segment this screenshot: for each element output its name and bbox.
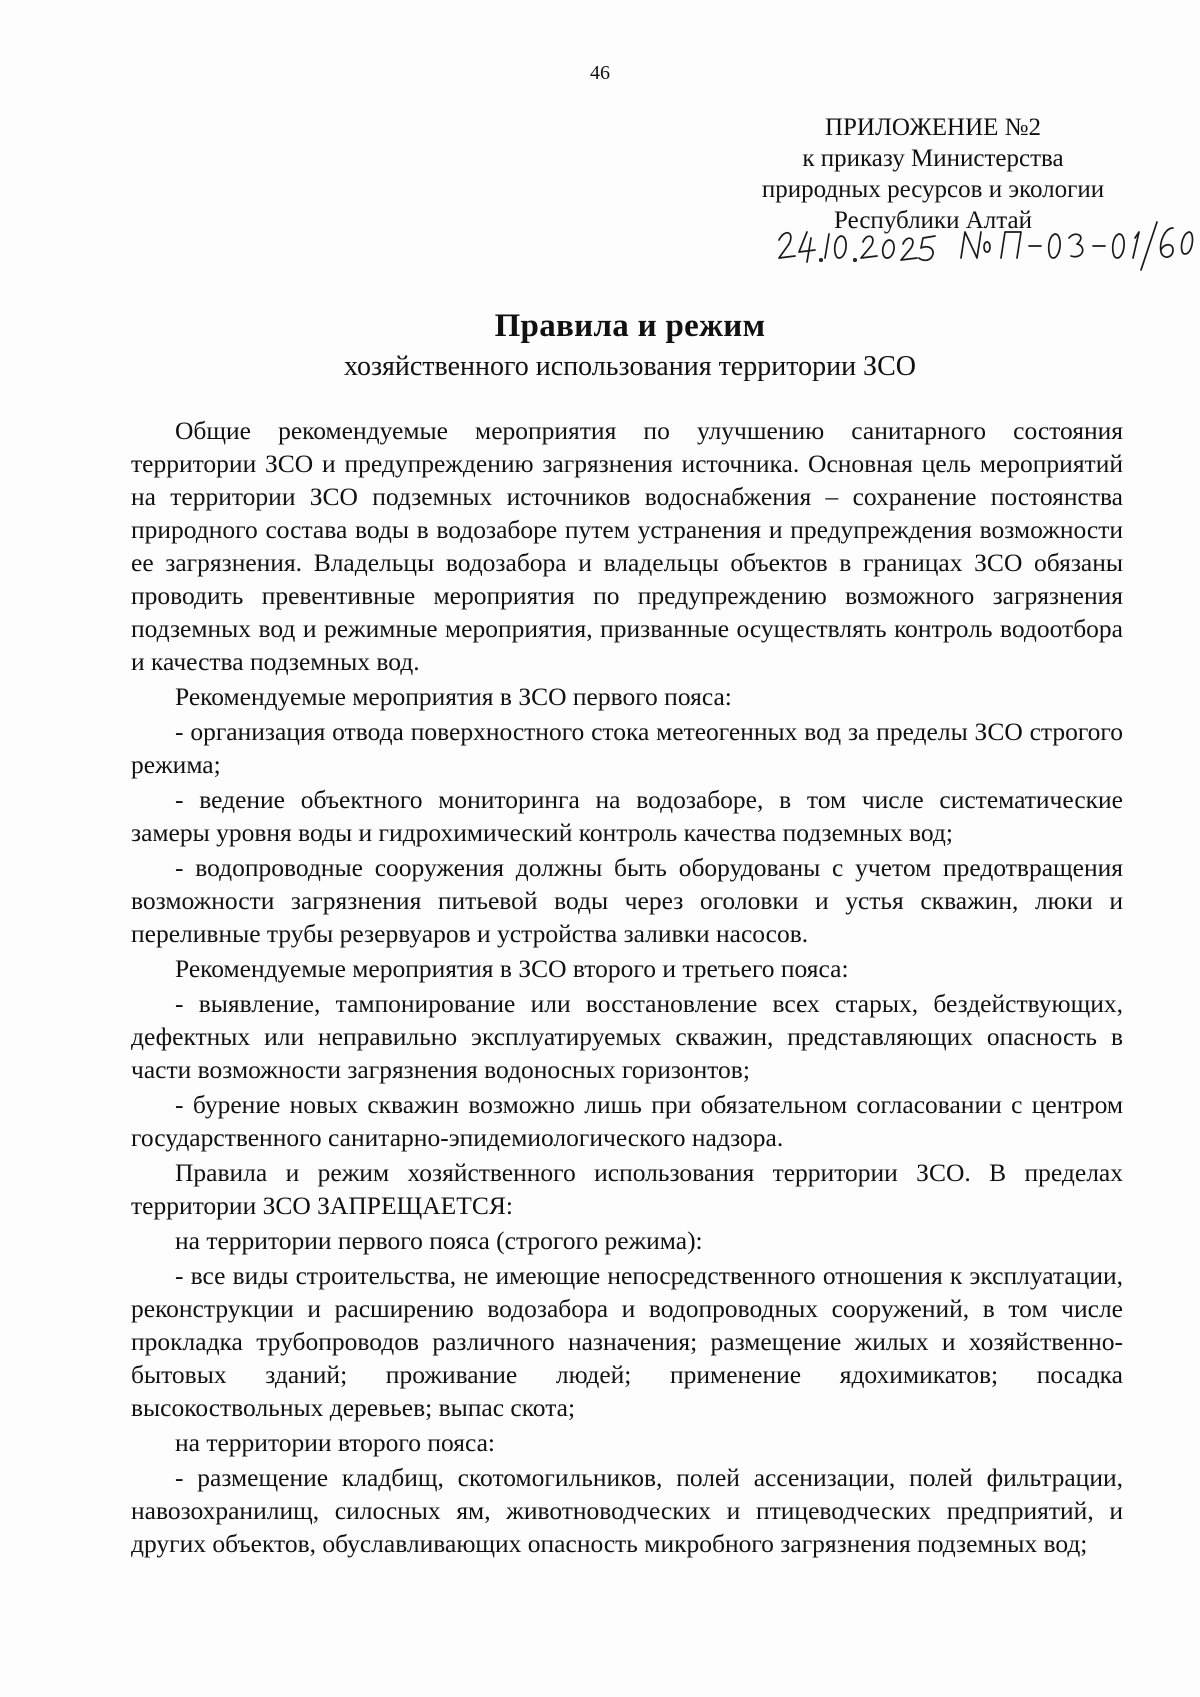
paragraph: Рекомендуемые мероприятия в ЗСО второго и третьего пояса: xyxy=(175,954,849,983)
list-item: - водопроводные сооружения должны быть оборудованы с учетом предотвращения возможности загрязнения питьевой воды через оголовки и устья скважин, люки и переливные трубы резервуаров и устройства заливки насосов. xyxy=(131,853,1123,948)
paragraph: на территории второго пояса: xyxy=(175,1428,496,1457)
title-block xyxy=(130,306,1130,386)
appendix-line-order: к приказу Министерства xyxy=(802,145,1064,172)
paragraph: Правила и режим хозяйственного использования территории ЗСО. В пределах территории ЗСО ЗАПРЕЩАЕТСЯ: xyxy=(131,1158,1123,1220)
list-item: - выявление, тампонирование или восстановление всех старых, бездействующих, дефектных или неправильно эксплуатируемых скважин, представляющих опасность в части возможности загрязнения водоносных горизонтов; xyxy=(131,989,1123,1084)
appendix-line-ministry: природных ресурсов и экологии xyxy=(761,176,1105,203)
list-item: - бурение новых скважин возможно лишь при обязательном согласовании с центром государственного санитарно-эпидемиологического надзора. xyxy=(131,1090,1123,1152)
list-item: - все виды строительства, не имеющие непосредственного отношения к эксплуатации, реконструкции и расширению водозабора и водопроводных сооружений, в том числе прокладка трубопроводов различного назначения; размещение жилых и хозяйственно-бытовых зданий; проживание людей; применение ядохимикатов; посадка высокоствольных деревьев; выпас скота; xyxy=(131,1261,1123,1422)
appendix-line-republic: Республики Алтай xyxy=(834,207,1032,234)
paragraph: на территории первого пояса (строгого режима): xyxy=(175,1226,703,1255)
document-subtitle: хозяйственного использования территории ЗСО xyxy=(344,351,916,382)
page-number: 46 xyxy=(590,62,610,84)
handwritten-date-number xyxy=(775,218,1195,288)
list-item: - организация отвода поверхностного стока метеогенных вод за пределы ЗСО строгого режима; xyxy=(131,717,1123,779)
document-title: Правила и режим xyxy=(494,308,766,344)
list-item: - ведение объектного мониторинга на водозаборе, в том числе систематические замеры уровня воды и гидрохимический контроль качества подземных вод; xyxy=(131,785,1123,847)
list-item: - размещение кладбищ, скотомогильников, полей ассенизации, полей фильтрации, навозохранилищ, силосных ям, животноводческих и птицеводческих предприятий, и других объектов, обуславливающих опасность микробного загрязнения подземных вод; xyxy=(131,1463,1123,1558)
appendix-title: ПРИЛОЖЕНИЕ №2 xyxy=(824,114,1042,141)
paragraph: Общие рекомендуемые мероприятия по улучшению санитарного состояния территории ЗСО и предупреждению загрязнения источника. Основная цель мероприятий на территории ЗСО подземных источников водоснабжения – сохранение постоянства природного состава воды в водозаборе путем устранения и предупреждения возможности ее загрязнения. Владельцы водозабора и владельцы объектов в границах ЗСО обязаны проводить превентивные мероприятия по предупреждению возможного загрязнения подземных вод и режимные мероприятия, призванные осуществлять контроль водоотбора и качества подземных вод. xyxy=(131,416,1123,676)
document-body xyxy=(131,414,1123,1560)
paragraph: Рекомендуемые мероприятия в ЗСО первого пояса: xyxy=(175,682,732,711)
